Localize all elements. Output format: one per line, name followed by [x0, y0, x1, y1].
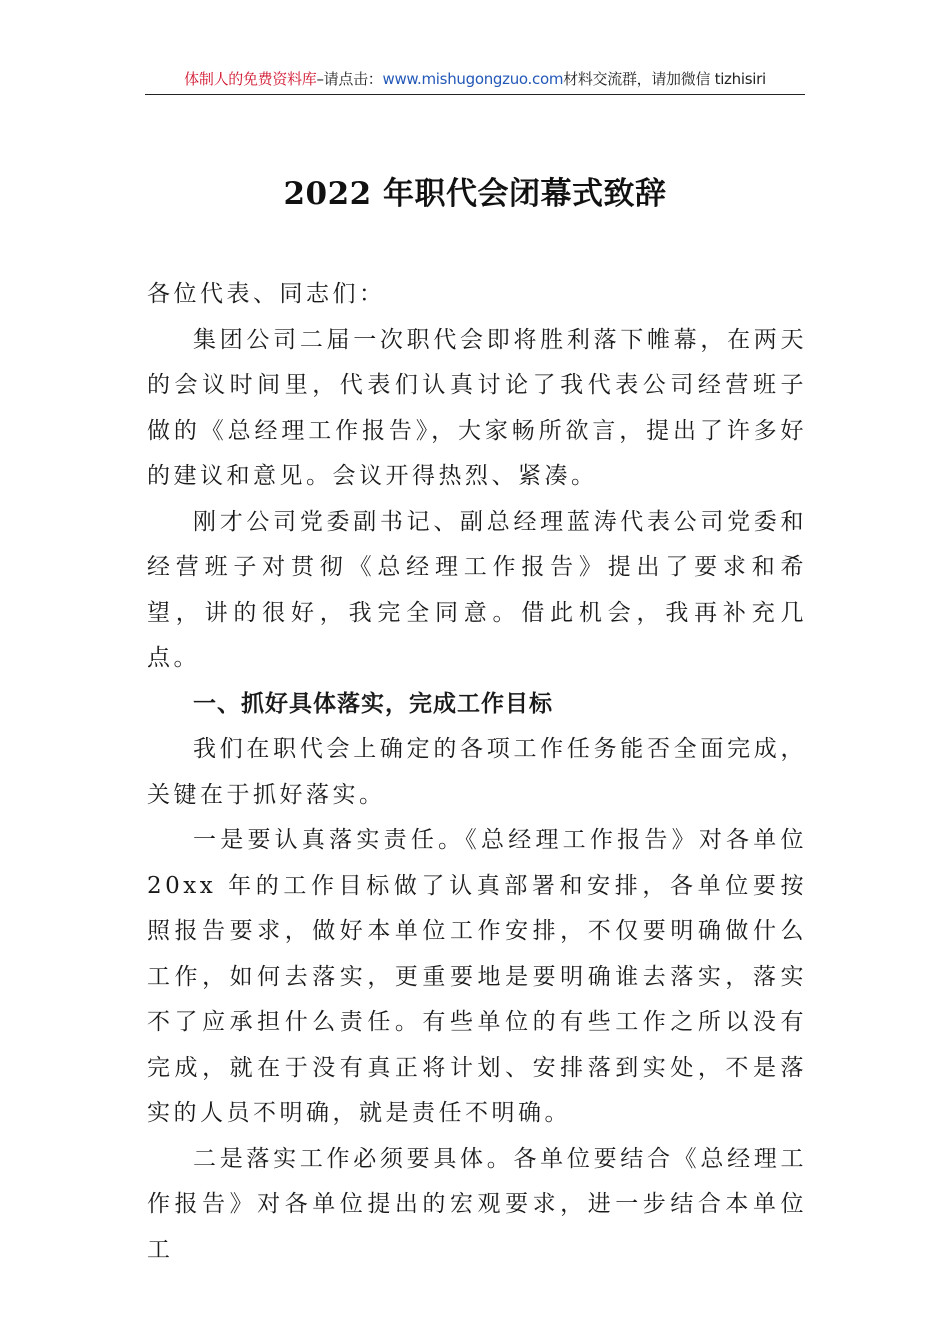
header-brand-link[interactable]: 体制人的免费资料库	[184, 70, 317, 88]
paragraph: 一是要认真落实责任。《总经理工作报告》对各单位20xx 年的工作目标做了认真部署和安排，各单位要按照报告要求，做好本单位工作安排，不仅要明确做什么工作，如何去落实，更重要地是要明确谁去落实，落实不了应承担什么责任。有些单位的有些工作之所以没有完成，就在于没有真正将计划、安排落到实处，不是落实的人员不明确，就是责任不明确。	[147, 827, 807, 1126]
document-title: 2022 年职代会闭幕式致辞	[283, 176, 667, 212]
paragraph: 我们在职代会上确定的各项工作任务能否全面完成，关键在于抓好落实。	[147, 736, 807, 808]
header-prompt: –请点击：	[316, 70, 383, 88]
paragraph: 二是落实工作必须要具体。各单位要结合《总经理工作报告》对各单位提出的宏观要求，进一步结合本单位工	[147, 1145, 807, 1263]
header-tail-text: 材料交流群，请加微信 tizhisiri	[563, 70, 766, 88]
section-heading: 一、抓好具体落实，完成工作目标	[193, 690, 553, 717]
header-url-link[interactable]: www.mishugongzuo.com	[382, 70, 564, 88]
salutation: 各位代表、同志们：	[147, 281, 386, 307]
paragraph: 刚才公司党委副书记、副总经理蓝涛代表公司党委和经营班子对贯彻《总经理工作报告》提出了要求和希望，讲的很好，我完全同意。借此机会，我再补充几点。	[147, 508, 807, 671]
paragraph: 集团公司二届一次职代会即将胜利落下帷幕，在两天的会议时间里，代表们认真讨论了我代表公司经营班子做的《总经理工作报告》，大家畅所欲言，提出了许多好的建议和意见。会议开得热烈、紧凑。	[147, 326, 807, 489]
page-header	[145, 68, 805, 95]
document-body	[147, 272, 807, 1273]
